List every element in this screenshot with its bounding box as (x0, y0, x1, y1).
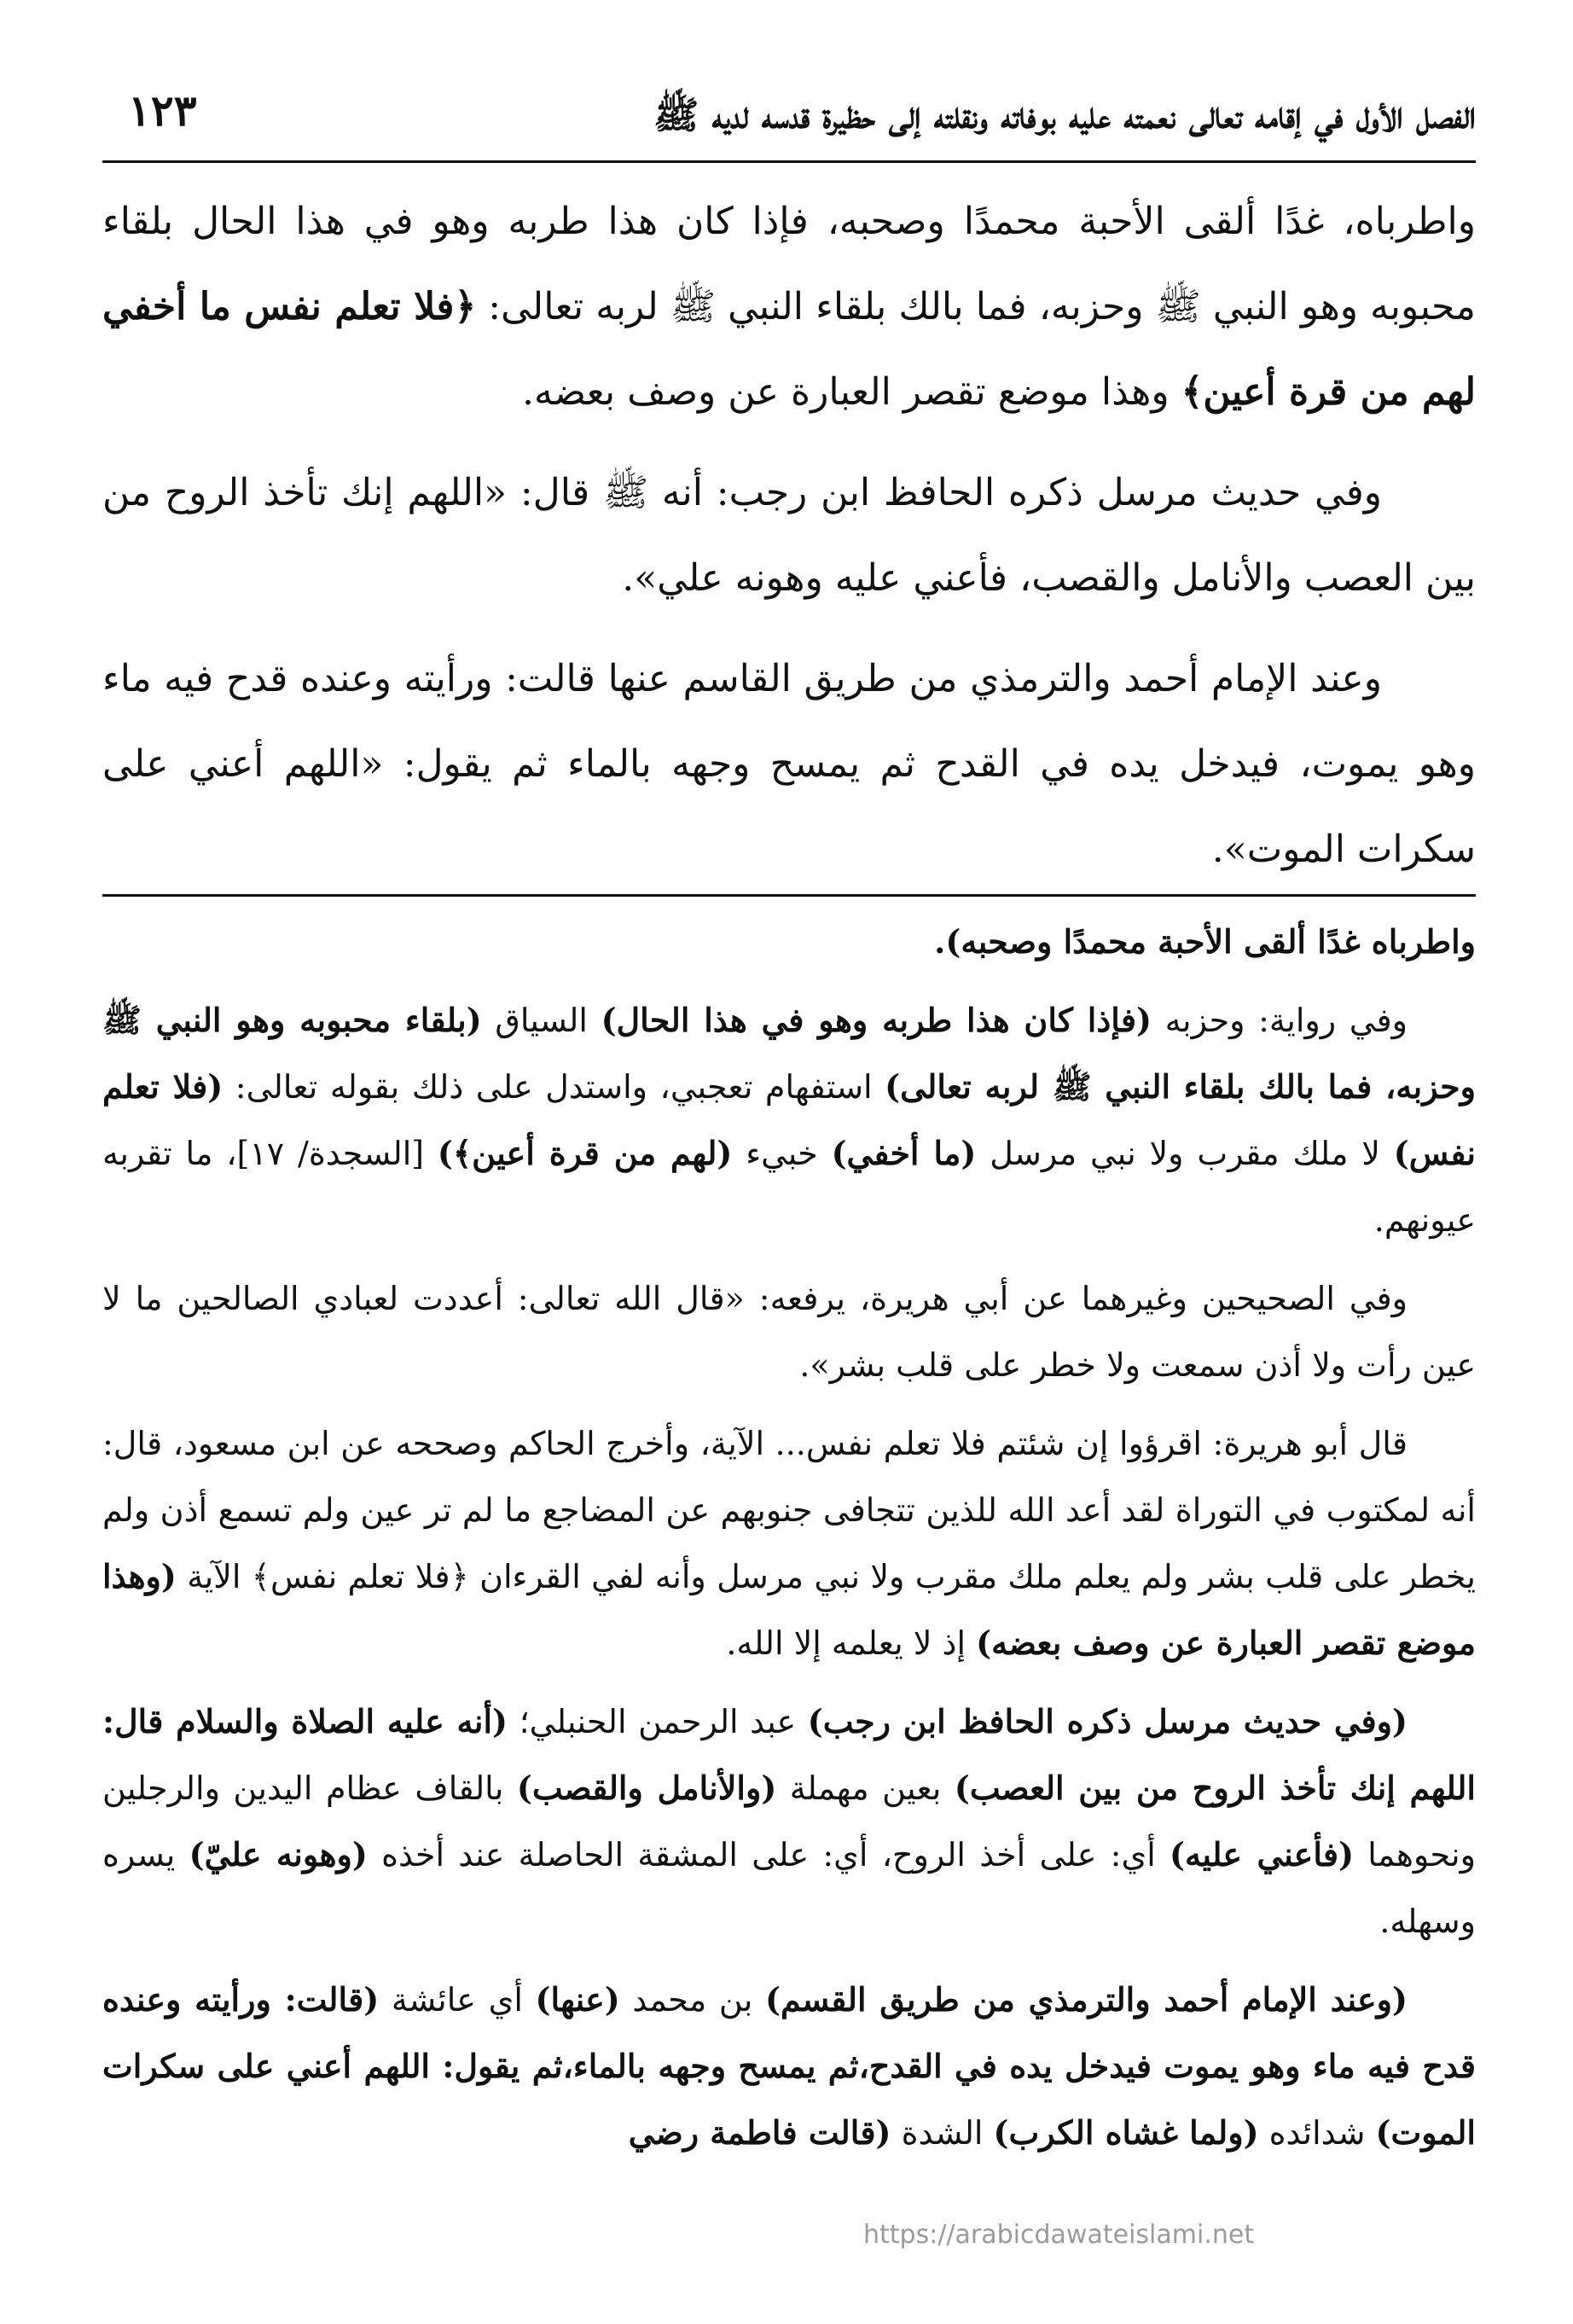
text-run: بن محمد (619, 1981, 765, 2019)
quoted-matn: (والأنامل والقصب) (516, 1769, 777, 1807)
text-run: لا ملك مقرب ولا نبي مرسل (976, 1135, 1394, 1172)
commentary-paragraph (102, 1967, 1476, 2166)
quoted-matn: (قالت فاطمة رضي (628, 2113, 891, 2152)
main-paragraph: وعند الإمام أحمد والترمذي من طريق القاسم عنها قالت: ورأيته وعنده قدح فيه ماء وهو يموت، فيدخل يده في القدح ثم يمسح وجهه بالماء ثم يقول: «اللهم أعني على سكرات الموت». (102, 657, 1476, 871)
text-run: استفهام تعجبي، واستدل على ذلك بقوله تعالى: (223, 1068, 885, 1106)
quoted-matn: (ما أخفي) (831, 1134, 977, 1172)
text-run: وفي رواية: وحزبه (1152, 1002, 1408, 1039)
running-header (102, 85, 1476, 154)
quoted-matn: (ولما غشاه الكرب) (993, 2113, 1259, 2152)
quoted-matn: (عنها) (535, 1980, 620, 2019)
quoted-matn: (وهذا موضع تقصر العبارة عن وصف بعضه) (102, 1557, 1476, 1662)
quoted-matn: (وهونه عليّ) (189, 1835, 368, 1874)
text-run: بالقاف عظام اليدين والرجلين ونحوهما (102, 1769, 1476, 1874)
book-page (102, 85, 1476, 2269)
text-run: [السجدة/ ١٧]، ما تقربه عيونهم. (102, 1135, 1476, 1239)
text-run: يسره وسهله. (102, 1836, 1476, 1940)
commentary-paragraph (102, 1688, 1476, 1955)
quoted-matn: (أنه عليه الصلاة والسلام قال: اللهم إنك تأخذ الروح من بين العصب) (102, 1702, 1476, 1807)
text-run: شدائده (1258, 2114, 1376, 2152)
text-run: أي عائشة (379, 1981, 536, 2019)
quoted-matn: (فإذا كان هذا طربه وهو في هذا الحال) (601, 1001, 1152, 1039)
commentary-paragraph (102, 1410, 1476, 1676)
commentary-text (102, 909, 1476, 2166)
commentary-paragraph (102, 987, 1476, 1253)
text-run: وفي الصحيحين وغيرهما عن أبي هريرة، يرفعه: «قال الله تعالى: أعددت لعبادي الصالحين ما لا عين رأت ولا أذن سمعت ولا خطر على قلب بشر». (102, 1280, 1476, 1384)
text-run: وهذا موضع تقصر العبارة عن وصف بعضه. (521, 370, 1181, 414)
text-run: عبد الرحمن الحنبلي؛ (508, 1703, 808, 1740)
quoted-matn: (فلا تعلم نفس) (102, 1067, 1476, 1172)
text-run: واطرباه، غدًا ألقى الأحبة محمدًا وصحبه، فإذا كان هذا طربه وهو في هذا الحال بلقاء محبوبه وهو النبي ﷺ وحزبه، فما بالك بلقاء النبي ﷺ لربه تعالى: (102, 200, 1476, 328)
commentary-paragraph (102, 1265, 1476, 1398)
quoted-matn: (قالت: ورأيته وعنده قدح فيه ماء وهو يموت فيدخل يده في القدح،ثم يمسح وجهه بالماء،ثم يقول: اللهم أعني على سكرات الموت) (102, 1980, 1476, 2152)
header-rule (102, 160, 1476, 163)
quoted-matn: (لهم من قرة أعين﴾) (437, 1134, 733, 1172)
text-run: إذ لا يعلمه إلا الله. (726, 1624, 977, 1662)
text-run: السياق (481, 1002, 601, 1039)
quoted-matn: (وفي حديث مرسل ذكره الحافظ ابن رجب) (807, 1702, 1408, 1740)
main-paragraph: وفي حديث مرسل ذكره الحافظ ابن رجب: أنه ﷺ قال: «اللهم إنك تأخذ الروح من بين العصب والأنامل والقصب، فأعني عليه وهونه علي». (102, 471, 1476, 600)
text-run: خبيء (732, 1135, 832, 1172)
text-run: أي: على أخذ الروح، أي: على المشقة الحاصلة عند أخذه (367, 1836, 1170, 1874)
quoted-matn: (بلقاء محبوبه وهو النبي ﷺ وحزبه، فما بالك بلقاء النبي ﷺ لربه تعالى) (102, 1001, 1477, 1106)
chapter-title: الفصل الأول في إقامه تعالى نعمته عليه بوفاته ونقلته إلى حظيرة قدسه لديه ﷺ (653, 94, 1476, 137)
commentary-divider (102, 894, 1476, 897)
commentary-paragraph (102, 909, 1476, 975)
text-run: قال أبو هريرة: اقرؤوا إن شئتم فلا تعلم نفس... الآية، وأخرج الحاكم وصححه عن ابن مسعود، قال: أنه لمكتوب في التوراة لقد أعد الله للذين تتجافى جنوبهم عن المضاجع ما لم تر عين ولم تسمع أذن ولم يخطر على قلب بشر ولم يعلم ملك مقرب ولا نبي مرسل وأنه لفي القرءان ﴿فلا تعلم نفس﴾ الآية (102, 1425, 1476, 1595)
quoted-matn: واطرباه غدًا ألقى الأحبة محمدًا وصحبه). (934, 922, 1476, 961)
text-run: بعين مهملة (776, 1769, 955, 1807)
watermark-url: https://arabicdawateislami.net (863, 2220, 1255, 2250)
quran-quote: ﴿فلا تعلم نفس ما أخفي لهم من قرة أعين﴾ (102, 285, 1476, 414)
quoted-matn: (وعند الإمام أحمد والترمذي من طريق القسم) (764, 1980, 1408, 2019)
quoted-matn: (فأعني عليه) (1170, 1835, 1355, 1874)
main-text (102, 179, 1476, 892)
text-run: الشدة (891, 2114, 994, 2152)
page-number: ١٢٣ (128, 85, 197, 136)
main-paragraph (102, 179, 1476, 435)
